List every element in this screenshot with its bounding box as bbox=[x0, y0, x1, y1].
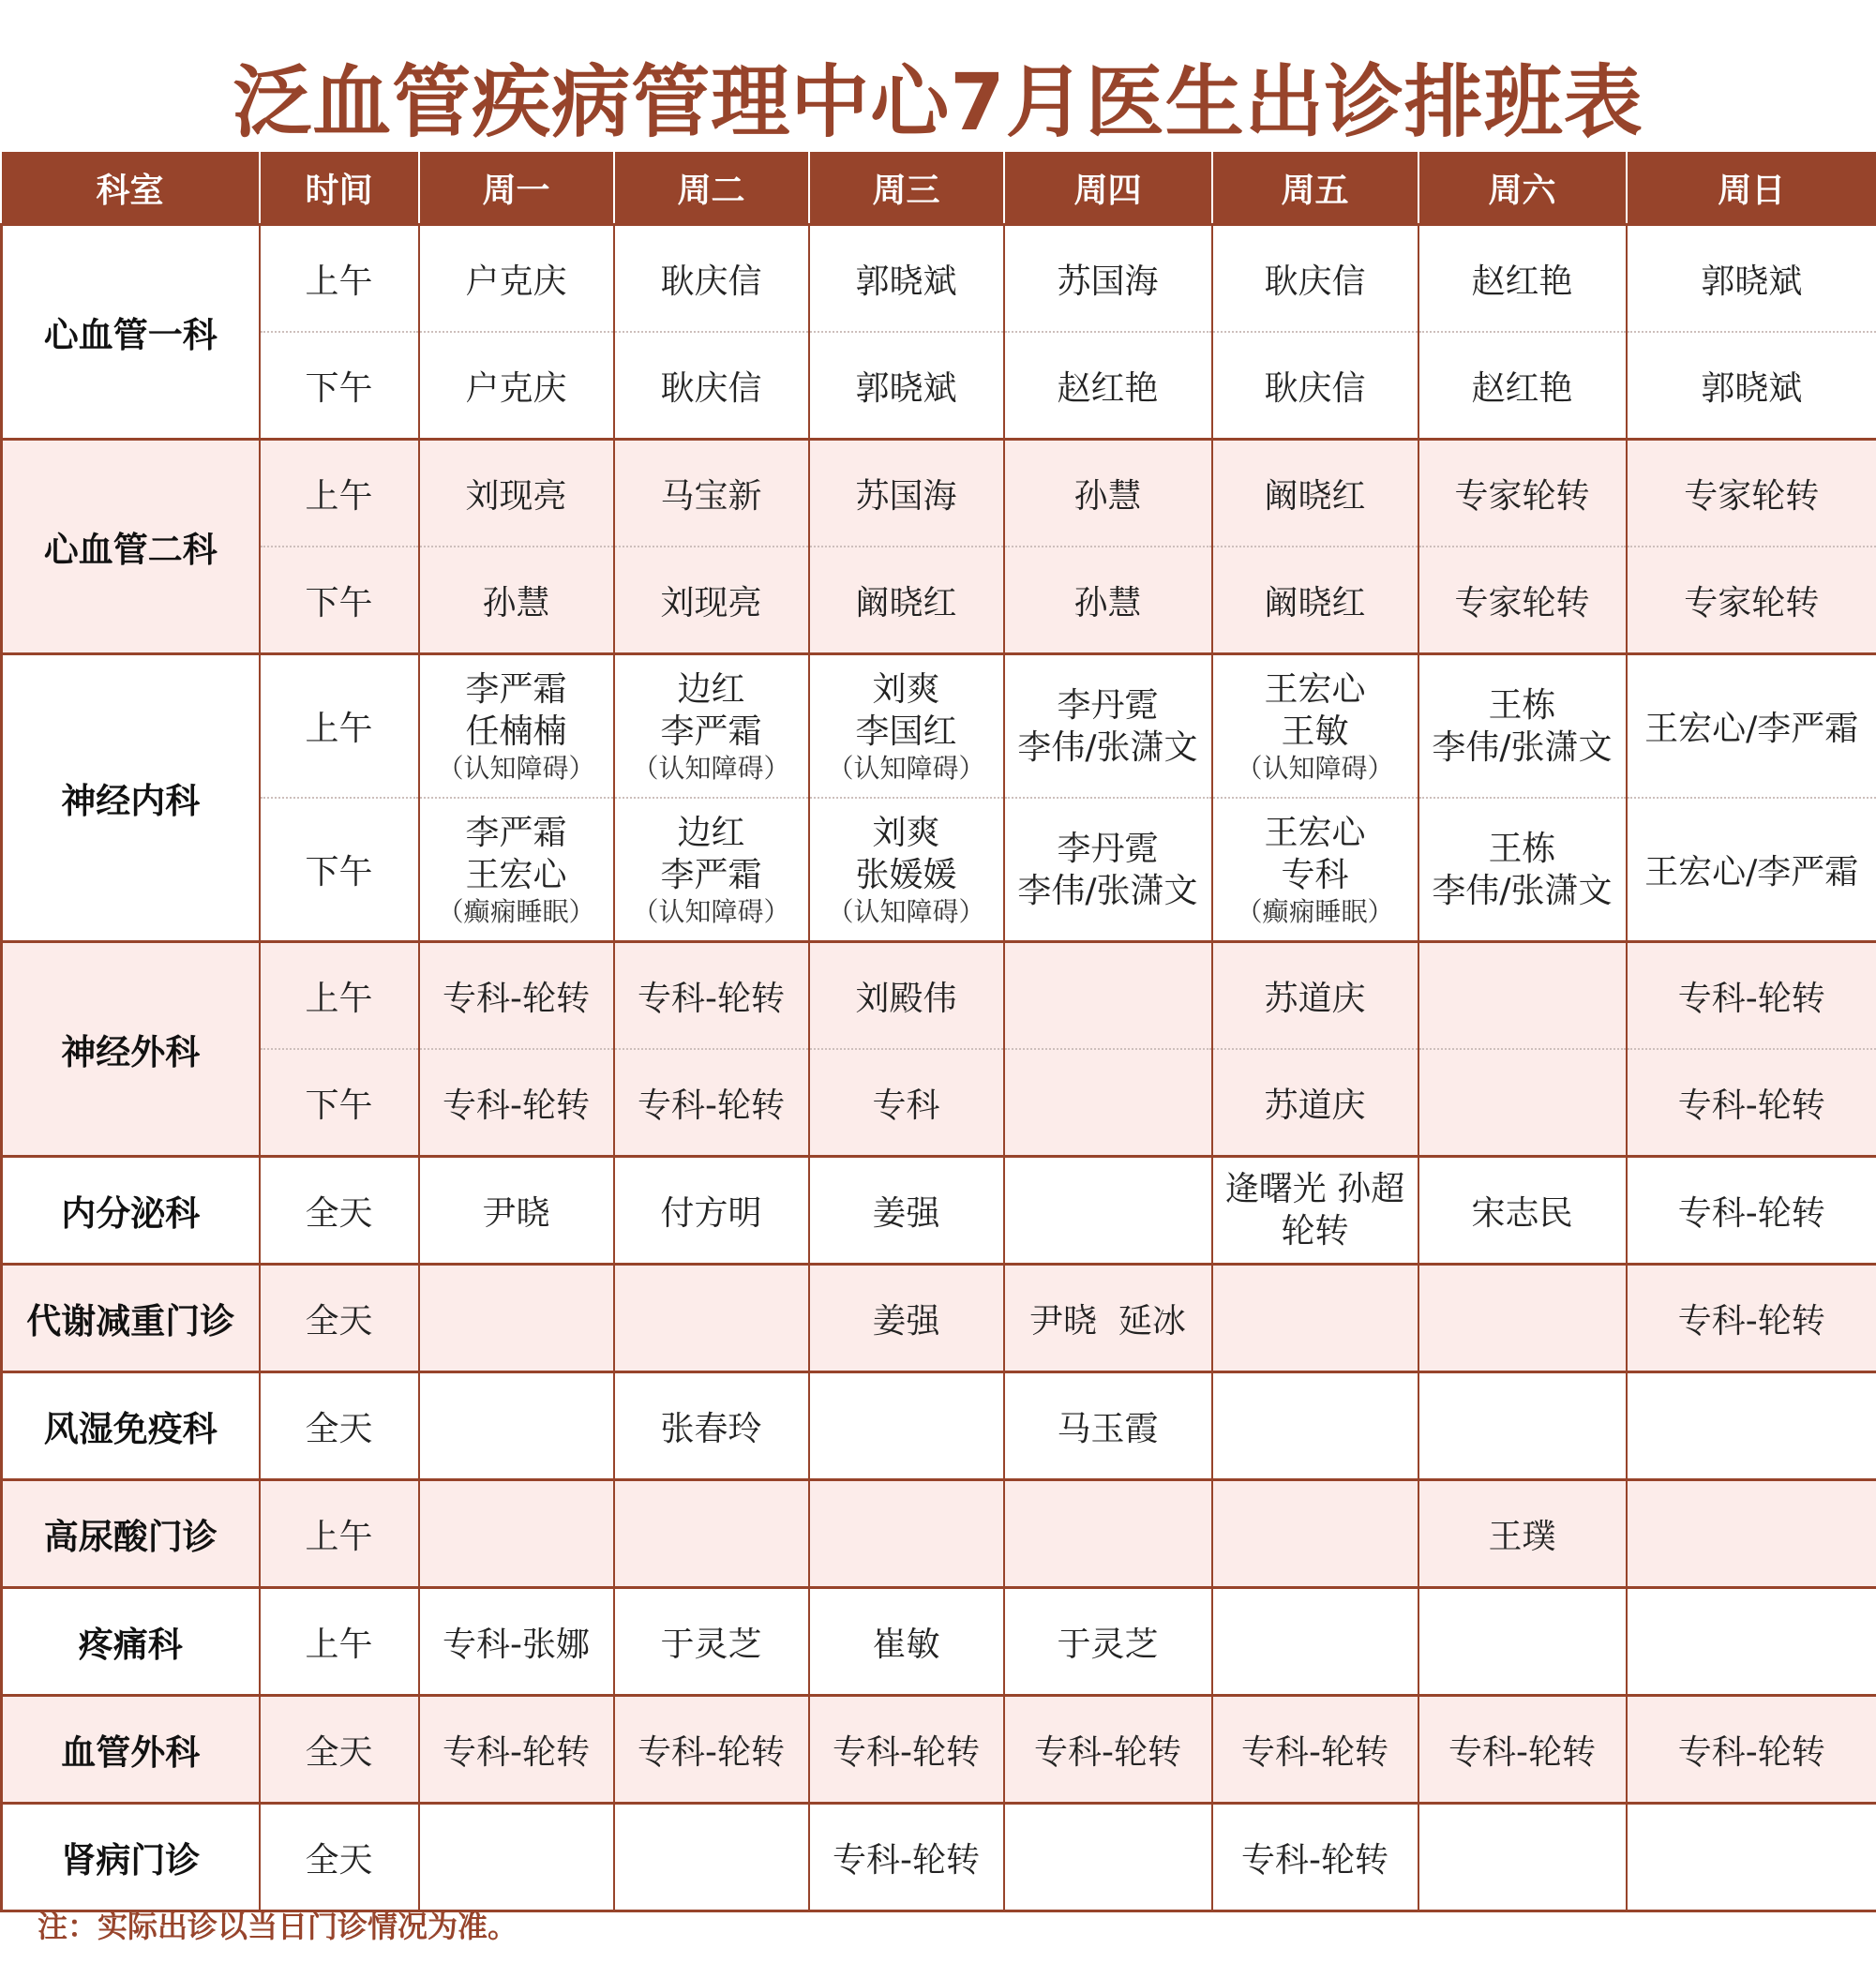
dept-name: 高尿酸门诊 bbox=[2, 1480, 260, 1588]
schedule-cell bbox=[1004, 798, 1212, 942]
table-row bbox=[2, 1696, 1876, 1804]
schedule-cell bbox=[809, 1480, 1004, 1588]
schedule-cell bbox=[1418, 654, 1627, 799]
schedule-cell: 张春玲 bbox=[614, 1372, 809, 1480]
doctor-name: 李严霜 bbox=[465, 813, 567, 852]
schedule-cell: 阚晓红 bbox=[809, 547, 1004, 654]
specialty-note: （认知障碍） bbox=[827, 895, 985, 927]
schedule-cell bbox=[1418, 1372, 1627, 1480]
dept-name: 血管外科 bbox=[2, 1696, 260, 1804]
page-title: 泛血管疾病管理中心7月医生出诊排班表 bbox=[233, 56, 1643, 148]
header-thu: 周四 bbox=[1004, 152, 1212, 225]
doctor-name: 李伟/张潇文 bbox=[1017, 727, 1198, 767]
schedule-cell: 赵红艳 bbox=[1004, 332, 1212, 440]
schedule-cell bbox=[1627, 1372, 1876, 1480]
schedule-cell bbox=[809, 654, 1004, 799]
doctor-name: 边红 bbox=[677, 813, 745, 852]
time-cell: 下午 bbox=[260, 332, 419, 440]
schedule-cell: 专家轮转 bbox=[1418, 440, 1627, 547]
schedule-cell: 郭晓斌 bbox=[809, 332, 1004, 440]
schedule-cell bbox=[1004, 1157, 1212, 1265]
specialty-note: （认知障碍） bbox=[632, 752, 790, 784]
dept-name: 风湿免疫科 bbox=[2, 1372, 260, 1480]
schedule-cell: 于灵芝 bbox=[614, 1588, 809, 1696]
schedule-cell: 耿庆信 bbox=[614, 332, 809, 440]
schedule-cell bbox=[1212, 1480, 1418, 1588]
schedule-cell: 姜强 bbox=[809, 1157, 1004, 1265]
specialty-note: （认知障碍） bbox=[632, 895, 790, 927]
schedule-cell bbox=[809, 798, 1004, 942]
table-row bbox=[2, 1480, 1876, 1588]
schedule-cell: 耿庆信 bbox=[614, 225, 809, 333]
schedule-cell: 阚晓红 bbox=[1212, 547, 1418, 654]
schedule-cell bbox=[419, 1480, 614, 1588]
schedule-cell bbox=[1627, 1804, 1876, 1911]
schedule-cell: 刘现亮 bbox=[614, 547, 809, 654]
header-mon: 周一 bbox=[419, 152, 614, 225]
doctor-name: 任楠楠 bbox=[465, 712, 567, 751]
footnote: 注：实际出诊以当日门诊情况为准。 bbox=[38, 1909, 518, 1944]
schedule-cell: 尹晓 bbox=[419, 1157, 614, 1265]
schedule-cell: 专科-轮转 bbox=[614, 1696, 809, 1804]
schedule-cell: 苏道庆 bbox=[1212, 1049, 1418, 1157]
schedule-cell: 苏道庆 bbox=[1212, 942, 1418, 1050]
header-dept: 科室 bbox=[2, 152, 260, 225]
schedule-cell: 专科-张娜 bbox=[419, 1588, 614, 1696]
table-row bbox=[2, 332, 1876, 440]
table-row bbox=[2, 1265, 1876, 1372]
specialty-note: （认知障碍） bbox=[827, 752, 985, 784]
schedule-cell bbox=[614, 798, 809, 942]
schedule-cell: 苏国海 bbox=[1004, 225, 1212, 333]
schedule-cell bbox=[1212, 1588, 1418, 1696]
schedule-cell bbox=[1004, 1480, 1212, 1588]
schedule-cell: 刘殿伟 bbox=[809, 942, 1004, 1050]
time-cell: 全天 bbox=[260, 1372, 419, 1480]
schedule-cell: 专科-轮转 bbox=[1004, 1696, 1212, 1804]
dept-name: 心血管一科 bbox=[2, 225, 260, 440]
header-sat: 周六 bbox=[1418, 152, 1627, 225]
time-cell: 下午 bbox=[260, 547, 419, 654]
table-row bbox=[2, 225, 1876, 333]
header-wed: 周三 bbox=[809, 152, 1004, 225]
doctor-name: 张媛媛 bbox=[855, 855, 957, 894]
schedule-cell: 苏国海 bbox=[809, 440, 1004, 547]
schedule-cell: 专科-轮转 bbox=[614, 1049, 809, 1157]
schedule-cell: 付方明 bbox=[614, 1157, 809, 1265]
schedule-cell bbox=[614, 1265, 809, 1372]
schedule-cell: 赵红艳 bbox=[1418, 225, 1627, 333]
schedule-cell bbox=[419, 654, 614, 799]
doctor-name: 刘爽 bbox=[872, 813, 940, 852]
schedule-cell bbox=[1418, 1265, 1627, 1372]
schedule-cell: 专科-轮转 bbox=[419, 942, 614, 1050]
schedule-cell bbox=[809, 1372, 1004, 1480]
schedule-cell: 郭晓斌 bbox=[809, 225, 1004, 333]
time-cell: 上午 bbox=[260, 1588, 419, 1696]
time-cell: 全天 bbox=[260, 1696, 419, 1804]
table-row bbox=[2, 440, 1876, 547]
table-row bbox=[2, 942, 1876, 1050]
time-cell: 下午 bbox=[260, 798, 419, 942]
time-cell: 全天 bbox=[260, 1265, 419, 1372]
time-cell: 上午 bbox=[260, 440, 419, 547]
schedule-cell: 赵红艳 bbox=[1418, 332, 1627, 440]
table-row bbox=[2, 1372, 1876, 1480]
doctor-name: 王宏心 bbox=[1264, 813, 1366, 852]
schedule-cell bbox=[1418, 1804, 1627, 1911]
schedule-cell: 刘现亮 bbox=[419, 440, 614, 547]
schedule-cell: 王璞 bbox=[1418, 1480, 1627, 1588]
doctor-name: 李严霜 bbox=[660, 712, 762, 751]
time-cell: 全天 bbox=[260, 1157, 419, 1265]
schedule-cell bbox=[1004, 1049, 1212, 1157]
dept-name: 疼痛科 bbox=[2, 1588, 260, 1696]
schedule-cell: 专科-轮转 bbox=[1212, 1804, 1418, 1911]
time-cell: 全天 bbox=[260, 1804, 419, 1911]
schedule-cell: 专科-轮转 bbox=[419, 1049, 614, 1157]
doctor-name: 轮转 bbox=[1281, 1212, 1349, 1251]
schedule-cell: 马玉霞 bbox=[1004, 1372, 1212, 1480]
doctor-name: 李伟/张潇文 bbox=[1432, 871, 1613, 910]
dept-name: 肾病门诊 bbox=[2, 1804, 260, 1911]
schedule-cell: 于灵芝 bbox=[1004, 1588, 1212, 1696]
schedule-cell: 专科-轮转 bbox=[809, 1804, 1004, 1911]
schedule-cell: 专科-轮转 bbox=[809, 1696, 1004, 1804]
header-tue: 周二 bbox=[614, 152, 809, 225]
doctor-name: 王敏 bbox=[1281, 712, 1349, 751]
table-row bbox=[2, 798, 1876, 942]
schedule-cell: 专科-轮转 bbox=[1627, 1696, 1876, 1804]
time-cell: 上午 bbox=[260, 942, 419, 1050]
schedule-cell: 专科-轮转 bbox=[614, 942, 809, 1050]
schedule-table bbox=[0, 152, 1876, 1912]
specialty-note: （认知障碍） bbox=[437, 752, 595, 784]
schedule-cell: 专科-轮转 bbox=[1627, 1049, 1876, 1157]
table-row bbox=[2, 654, 1876, 799]
schedule-cell: 阚晓红 bbox=[1212, 440, 1418, 547]
schedule-cell bbox=[1418, 1049, 1627, 1157]
table-row bbox=[2, 1157, 1876, 1265]
doctor-name: 王栋 bbox=[1488, 685, 1556, 725]
schedule-cell: 专科-轮转 bbox=[419, 1696, 614, 1804]
schedule-cell: 崔敏 bbox=[809, 1588, 1004, 1696]
dept-name: 内分泌科 bbox=[2, 1157, 260, 1265]
doctor-name: 李伟/张潇文 bbox=[1432, 727, 1613, 767]
schedule-cell bbox=[614, 654, 809, 799]
schedule-cell: 王宏心/李严霜 bbox=[1627, 654, 1876, 799]
schedule-cell bbox=[614, 1804, 809, 1911]
schedule-cell: 专科 bbox=[809, 1049, 1004, 1157]
header-sun: 周日 bbox=[1627, 152, 1876, 225]
schedule-cell bbox=[1418, 1588, 1627, 1696]
header-fri: 周五 bbox=[1212, 152, 1418, 225]
specialty-note: （癫痫睡眠） bbox=[437, 895, 595, 927]
schedule-cell: 专家轮转 bbox=[1627, 440, 1876, 547]
schedule-cell: 专家轮转 bbox=[1418, 547, 1627, 654]
schedule-cell: 尹晓 延冰 bbox=[1004, 1265, 1212, 1372]
dept-name: 心血管二科 bbox=[2, 440, 260, 654]
schedule-cell: 户克庆 bbox=[419, 332, 614, 440]
schedule-cell bbox=[419, 1804, 614, 1911]
schedule-cell bbox=[1212, 1265, 1418, 1372]
table-row bbox=[2, 1804, 1876, 1911]
doctor-name: 专科 bbox=[1281, 855, 1349, 894]
schedule-cell bbox=[614, 1480, 809, 1588]
schedule-cell bbox=[1627, 1480, 1876, 1588]
schedule-cell: 马宝新 bbox=[614, 440, 809, 547]
schedule-cell bbox=[419, 1372, 614, 1480]
schedule-cell: 姜强 bbox=[809, 1265, 1004, 1372]
schedule-cell: 郭晓斌 bbox=[1627, 225, 1876, 333]
doctor-name: 李国红 bbox=[855, 712, 957, 751]
schedule-cell bbox=[1004, 654, 1212, 799]
table-row bbox=[2, 1049, 1876, 1157]
table-row bbox=[2, 547, 1876, 654]
specialty-note: （癫痫睡眠） bbox=[1236, 895, 1394, 927]
schedule-cell bbox=[419, 1265, 614, 1372]
time-cell: 下午 bbox=[260, 1049, 419, 1157]
schedule-cell: 专科-轮转 bbox=[1418, 1696, 1627, 1804]
doctor-name: 王宏心 bbox=[1264, 669, 1366, 709]
doctor-name: 李伟/张潇文 bbox=[1017, 871, 1198, 910]
doctor-name: 李严霜 bbox=[465, 669, 567, 709]
time-cell: 上午 bbox=[260, 225, 419, 333]
schedule-cell bbox=[1627, 1588, 1876, 1696]
schedule-cell bbox=[419, 798, 614, 942]
schedule-cell: 耿庆信 bbox=[1212, 332, 1418, 440]
time-cell: 上午 bbox=[260, 1480, 419, 1588]
dept-name: 神经外科 bbox=[2, 942, 260, 1157]
schedule-cell: 专科-轮转 bbox=[1627, 1157, 1876, 1265]
schedule-cell: 王宏心/李严霜 bbox=[1627, 798, 1876, 942]
schedule-cell bbox=[1418, 798, 1627, 942]
schedule-cell bbox=[1212, 1157, 1418, 1265]
schedule-cell bbox=[1212, 654, 1418, 799]
schedule-cell: 耿庆信 bbox=[1212, 225, 1418, 333]
schedule-cell bbox=[1004, 1804, 1212, 1911]
doctor-name: 刘爽 bbox=[872, 669, 940, 709]
schedule-cell: 专家轮转 bbox=[1627, 547, 1876, 654]
doctor-name: 逄曙光 孙超 bbox=[1224, 1170, 1405, 1208]
doctor-name: 李丹霓 bbox=[1057, 685, 1159, 725]
doctor-name: 王宏心 bbox=[465, 855, 567, 894]
doctor-name: 边红 bbox=[677, 669, 745, 709]
doctor-name: 李严霜 bbox=[660, 855, 762, 894]
schedule-cell bbox=[1418, 942, 1627, 1050]
header-time: 时间 bbox=[260, 152, 419, 225]
schedule-cell: 专科-轮转 bbox=[1627, 1265, 1876, 1372]
schedule-cell bbox=[1212, 798, 1418, 942]
schedule-cell: 专科-轮转 bbox=[1212, 1696, 1418, 1804]
header-row bbox=[2, 152, 1876, 225]
schedule-cell: 孙慧 bbox=[1004, 547, 1212, 654]
time-cell: 上午 bbox=[260, 654, 419, 799]
schedule-cell: 郭晓斌 bbox=[1627, 332, 1876, 440]
schedule-cell bbox=[1004, 942, 1212, 1050]
schedule-cell: 户克庆 bbox=[419, 225, 614, 333]
schedule-cell bbox=[1212, 1372, 1418, 1480]
specialty-note: （认知障碍） bbox=[1236, 752, 1394, 784]
doctor-name: 李丹霓 bbox=[1057, 829, 1159, 868]
schedule-cell: 宋志民 bbox=[1418, 1157, 1627, 1265]
schedule-cell: 专科-轮转 bbox=[1627, 942, 1876, 1050]
table-row bbox=[2, 1588, 1876, 1696]
schedule-cell: 孙慧 bbox=[419, 547, 614, 654]
dept-name: 代谢减重门诊 bbox=[2, 1265, 260, 1372]
dept-name: 神经内科 bbox=[2, 654, 260, 942]
doctor-name: 王栋 bbox=[1488, 829, 1556, 868]
schedule-cell: 孙慧 bbox=[1004, 440, 1212, 547]
